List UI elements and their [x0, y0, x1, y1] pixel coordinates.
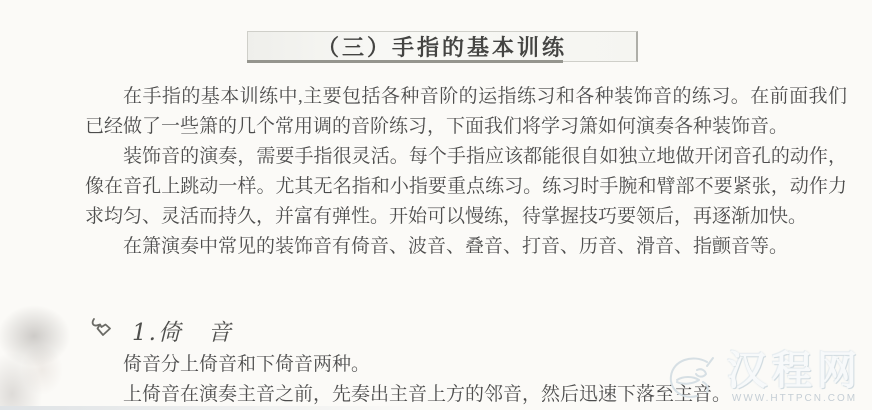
scan-edge-strip — [0, 406, 430, 410]
section-text-block — [85, 350, 847, 410]
section-heading: 1.倚 音 — [132, 319, 233, 346]
section-heading-row — [88, 312, 233, 348]
paragraph: 在手指的基本训练中,主要包括各种音阶的运指练习和各种装饰音的练习。在前面我们已经做了一些箫的几个常用调的音阶练习，下面我们将学习箫如何演奏各种装饰音。 — [85, 86, 847, 137]
title-underline — [247, 60, 563, 63]
chapter-title: （三）手指的基本训练 — [316, 35, 567, 60]
hand-drawn-arrow-icon — [88, 316, 116, 344]
paragraph: 倚音分上倚音和下倚音两种。 — [123, 354, 371, 375]
paragraph: 装饰音的演奏，需要手指很灵活。每个手指应该都能很自如独立地做开闭音孔的动作，像在音孔上跳动一样。尤其无名指和小指要重点练习。练习时手腕和臂部不要紧张，动作力求均匀、灵活而持久，并富有弹性。开始可以慢练，待掌握技巧要领后，再逐渐加快。 — [85, 146, 847, 227]
faint-player-photo — [0, 298, 82, 410]
paragraph: 在箫演奏中常见的装饰音有倚音、波音、叠音、打音、历音、滑音、指颤音等。 — [123, 236, 789, 257]
paragraph: 上倚音在演奏主音之前，先奏出主音上方的邻音，然后迅速下落至主音。 — [123, 384, 732, 405]
body-text-block — [85, 82, 847, 262]
watermark-url: WWW.HTTPCN.COM — [731, 393, 858, 404]
chapter-title-box — [247, 31, 638, 62]
watermark-brand: 汉程网 — [727, 349, 862, 393]
